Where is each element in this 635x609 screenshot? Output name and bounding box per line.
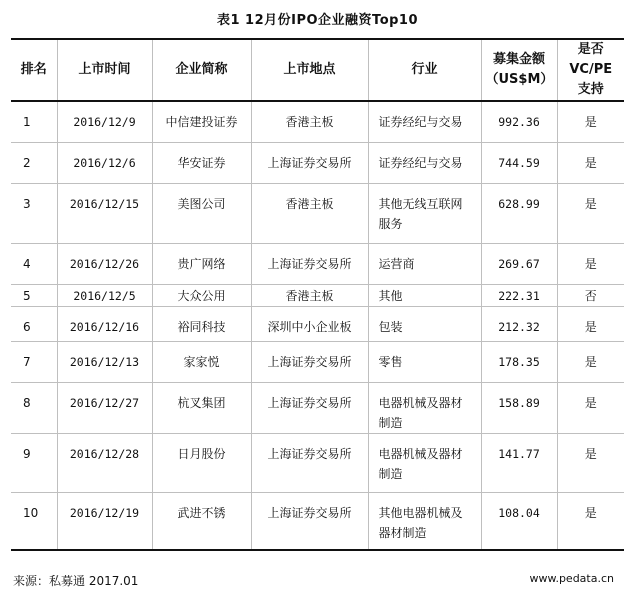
cell-industry: [368, 341, 481, 382]
industry-line: 运营商: [378, 256, 415, 271]
cell-date: 2016/12/5: [57, 284, 152, 306]
header-rank: 排名: [11, 39, 57, 101]
header-industry: 行业: [368, 39, 481, 101]
header-name: 企业简称: [152, 39, 251, 101]
industry-line: 制造: [378, 415, 403, 430]
cell-date: 2016/12/19: [57, 492, 152, 550]
industry-line: 器材制造: [378, 525, 427, 540]
cell-amount: 628.99: [481, 183, 557, 243]
industry-line: 证券经纪与交易: [378, 155, 463, 170]
table-row: [11, 243, 624, 284]
table-row: [11, 142, 624, 183]
table-body: [11, 101, 624, 550]
industry-line: 包装: [378, 319, 403, 334]
cell-rank: 5: [11, 284, 57, 306]
cell-date: 2016/12/6: [57, 142, 152, 183]
cell-amount: 212.32: [481, 306, 557, 341]
header-vc: [557, 39, 624, 101]
cell-vc-backed: 是: [584, 354, 597, 369]
cell-amount: 108.04: [481, 492, 557, 550]
cell-rank: 2: [11, 142, 57, 183]
cell-date: 2016/12/27: [57, 382, 152, 433]
cell-company-name: 中信建投证券: [152, 101, 251, 142]
cell-amount: 992.36: [481, 101, 557, 142]
cell-industry: [368, 142, 481, 183]
cell-vc-backed: 是: [584, 505, 597, 520]
table-row: [11, 306, 624, 341]
cell-listing-location: 上海证券交易所: [251, 142, 368, 183]
table-row: [11, 382, 624, 433]
industry-line: 电器机械及器材: [378, 446, 463, 461]
cell-listing-location: 深圳中小企业板: [251, 306, 368, 341]
cell-listing-location: 上海证券交易所: [251, 382, 368, 433]
source-note: 来源：私募通 2017.01: [13, 574, 139, 588]
header-vc-line2: 支持: [577, 82, 604, 97]
cell-listing-location: 上海证券交易所: [251, 433, 368, 492]
ipo-table-container: [11, 38, 624, 566]
cell-company-name: 美图公司: [152, 183, 251, 243]
cell-company-name: 贵广网络: [152, 243, 251, 284]
industry-line: 服务: [378, 216, 403, 231]
industry-line: 其他无线互联网: [378, 196, 463, 211]
cell-amount: 744.59: [481, 142, 557, 183]
cell-company-name: 华安证券: [152, 142, 251, 183]
cell-vc-backed: 是: [584, 319, 597, 334]
table-row: [11, 101, 624, 142]
cell-date: 2016/12/16: [57, 306, 152, 341]
cell-company-name: 大众公用: [152, 284, 251, 306]
header-amount-line1: 募集金额: [492, 52, 545, 67]
header-vc-line1: 是否VC/PE: [569, 42, 613, 77]
cell-company-name: 武进不锈: [152, 492, 251, 550]
header-amount: [481, 39, 557, 101]
cell-amount: 222.31: [481, 284, 557, 306]
cell-rank: 3: [11, 183, 57, 243]
cell-vc-backed: 是: [584, 115, 597, 129]
cell-vc-backed: 是: [584, 256, 597, 271]
header-date: 上市时间: [57, 39, 152, 101]
cell-rank: 6: [11, 306, 57, 341]
cell-listing-location: 香港主板: [251, 183, 368, 243]
ipo-financing-table: [11, 38, 624, 551]
industry-line: 零售: [378, 354, 403, 369]
cell-amount: 158.89: [481, 382, 557, 433]
cell-company-name: 杭叉集团: [152, 382, 251, 433]
cell-listing-location: 上海证券交易所: [251, 341, 368, 382]
cell-rank: 10: [11, 492, 57, 550]
cell-rank: 7: [11, 341, 57, 382]
cell-listing-location: 香港主板: [251, 101, 368, 142]
cell-company-name: 日月股份: [152, 433, 251, 492]
cell-date: 2016/12/15: [57, 183, 152, 243]
table-row: [11, 433, 624, 492]
cell-industry: [368, 433, 481, 492]
cell-amount: 269.67: [481, 243, 557, 284]
cell-vc-backed: 是: [584, 446, 597, 461]
industry-line: 电器机械及器材: [378, 395, 463, 410]
cell-industry: [368, 306, 481, 341]
cell-industry: [368, 382, 481, 433]
cell-amount: 141.77: [481, 433, 557, 492]
cell-industry: [368, 243, 481, 284]
cell-industry: [368, 492, 481, 550]
cell-rank: 9: [11, 433, 57, 492]
cell-rank: 1: [11, 101, 57, 142]
table-title: 表1 12月份IPO企业融资Top10: [216, 13, 419, 28]
cell-vc-backed: 是: [584, 196, 597, 211]
header-location: 上市地点: [251, 39, 368, 101]
cell-amount: 178.35: [481, 341, 557, 382]
cell-date: 2016/12/26: [57, 243, 152, 284]
table-row: [11, 341, 624, 382]
cell-date: 2016/12/9: [57, 101, 152, 142]
cell-industry: [368, 101, 481, 142]
cell-vc-backed: 是: [584, 155, 597, 170]
industry-line: 制造: [378, 466, 403, 481]
table-header-row: [11, 39, 624, 101]
cell-rank: 4: [11, 243, 57, 284]
table-row: [11, 183, 624, 243]
cell-rank: 8: [11, 382, 57, 433]
industry-line: 证券经纪与交易: [378, 115, 463, 129]
cell-industry: [368, 183, 481, 243]
table-row: [11, 284, 624, 306]
header-amount-line2: （US$M）: [485, 72, 554, 87]
cell-company-name: 裕同科技: [152, 306, 251, 341]
cell-listing-location: 香港主板: [251, 284, 368, 306]
industry-line: 其他电器机械及: [378, 505, 463, 520]
website-link[interactable]: www.pedata.cn: [529, 572, 614, 585]
cell-listing-location: 上海证券交易所: [251, 243, 368, 284]
cell-vc-backed: 是: [584, 395, 597, 410]
cell-listing-location: 上海证券交易所: [251, 492, 368, 550]
table-row: [11, 492, 624, 550]
cell-company-name: 家家悦: [152, 341, 251, 382]
industry-line: 其他: [378, 288, 403, 303]
cell-industry: [368, 284, 481, 306]
cell-date: 2016/12/28: [57, 433, 152, 492]
cell-date: 2016/12/13: [57, 341, 152, 382]
cell-vc-backed: 否: [584, 288, 597, 303]
